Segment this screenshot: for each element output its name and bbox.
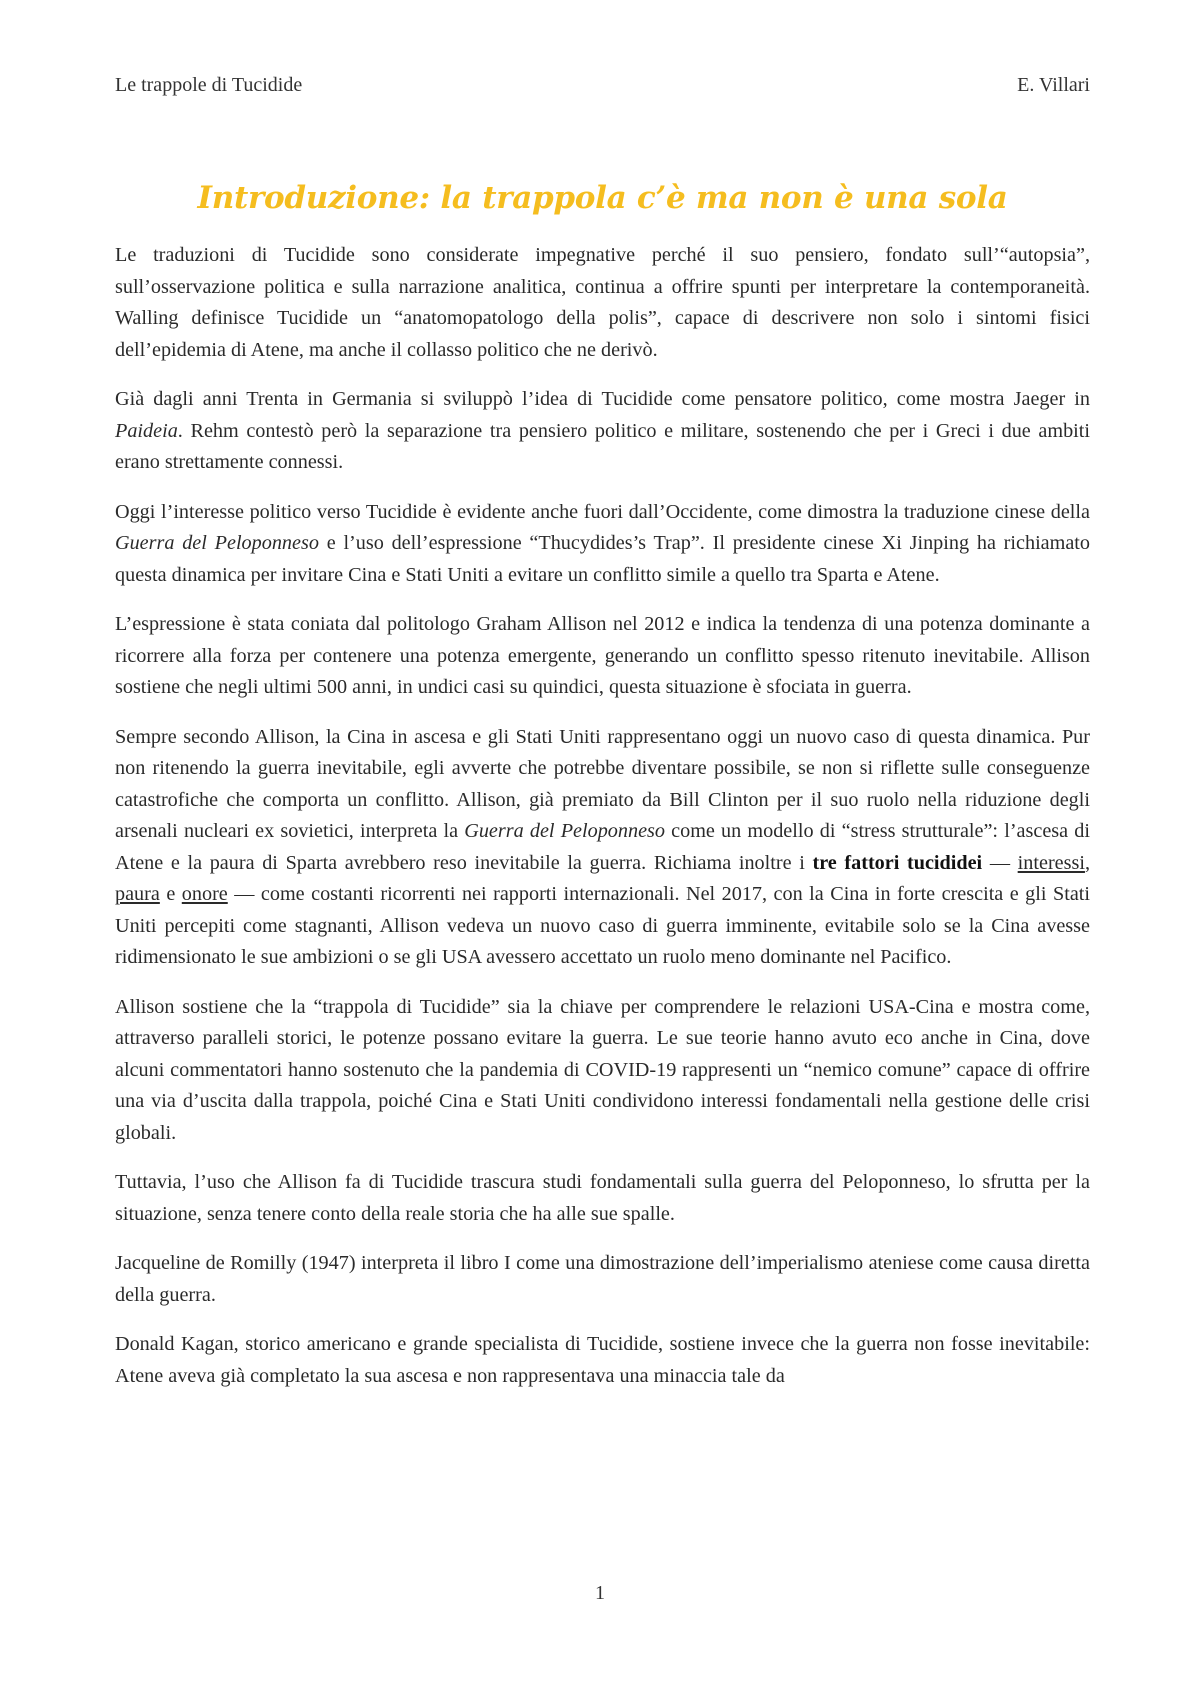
paragraph-3-text-a: Oggi l’interesse politico verso Tucidide è evidente anche fuori dall’Occidente, come dimostra la traduzione cinese della	[115, 500, 1090, 523]
paragraph-2-text-b: . Rehm contestò però la separazione tra pensiero politico e militare, sostenendo che per i Greci i due ambiti erano strettamente connessi.	[115, 419, 1090, 473]
paragraph-5-text-f: — come costanti ricorrenti nei rapporti internazionali. Nel 2017, con la Cina in forte crescita e gli Stati Uniti percepiti come stagnanti, Allison vedeva un nuovo caso di guerra imminente, evitabile solo se la Cina avesse ridimensionato le sue ambizioni o se gli USA avessero accettato un ruolo meno dominante nel Pacifico.	[115, 883, 1090, 968]
paragraph-5-italic-title: Guerra del Peloponneso	[464, 820, 665, 842]
paragraph-7: Tuttavia, l’uso che Allison fa di Tucidide trascura studi fondamentali sulla guerra del Peloponneso, lo sfrutta per la situazione, senza tenere conto della reale storia che ha alle sue spalle.	[115, 1171, 1090, 1225]
paragraph-2-italic-paideia: Paideia	[115, 419, 178, 442]
paragraph-5	[115, 722, 1090, 974]
paragraph-5-text-a: Sempre secondo Allison, la Cina in ascesa e gli Stati Uniti rappresentano oggi un nuovo caso di questa dinamica. Pur non ritenendo la guerra inevitabile, egli avverte che potrebbe diventare possibile, se non si riflette sulle conseguenze catastrofiche che comporta un conflitto. Allison, già premiato da Bill Clinton per il suo ruolo nella riduzione degli arsenali nucleari ex sovietici, interpreta la	[115, 725, 1090, 842]
paragraph-4: L’espressione è stata coniata dal politologo Graham Allison nel 2012 e indica la tendenza di una potenza dominante a ricorrere alla forza per contenere una potenza emergente, generando un conflitto spesso ritenuto inevitabile. Allison sostiene che negli ultimi 500 anni, in undici casi su quindici, questa situazione è sfociata in guerra.	[115, 613, 1090, 698]
paragraph-3-italic-title: Guerra del Peloponneso	[115, 532, 319, 554]
body-text	[115, 240, 1090, 1410]
header-author: E. Villari	[1017, 74, 1090, 96]
paragraph-5-text-b: come un modello di “stress strutturale”: l’ascesa di Atene e la paura di Sparta avrebbero reso inevitabile la guerra. Richiama inoltre i	[115, 820, 1090, 874]
paragraph-1: Le traduzioni di Tucidide sono considerate impegnative perché il suo pensiero, fondato sull’“autopsia”, sull’osservazione politica e sulla narrazione analitica, continua a offrire spunti per interpretare la contemporaneità. Walling definisce Tucidide un “anatomopatologo della polis”, capace di descrivere non solo i sintomi fisici dell’epidemia di Atene, ma anche il collasso politico che ne derivò.	[115, 244, 1090, 361]
paragraph-5-underline-onore: onore	[181, 883, 228, 905]
paragraph-2	[115, 384, 1090, 479]
running-header	[115, 74, 1090, 97]
header-title: Le trappole di Tucidide	[115, 74, 303, 96]
paragraph-3-text-b: e l’uso dell’espressione “Thucydides’s Trap”. Il presidente cinese Xi Jinping ha richiamato questa dinamica per invitare Cina e Stati Uniti a evitare un conflitto simile a quello tra Sparta e Atene.	[115, 532, 1090, 586]
paragraph-8: Jacqueline de Romilly (1947) interpreta il libro I come una dimostrazione dell’imperialismo ateniese come causa diretta della guerra.	[115, 1252, 1090, 1306]
paragraph-9: Donald Kagan, storico americano e grande specialista di Tucidide, sostiene invece che la guerra non fosse inevitabile: Atene aveva già completato la sua ascesa e non rappresentava una minaccia tale da	[115, 1333, 1090, 1387]
page-number: 1	[595, 1582, 605, 1604]
paragraph-3	[115, 497, 1090, 592]
paragraph-5-text-d: ,	[1084, 851, 1090, 874]
paragraph-5-underline-paura: paura	[115, 883, 160, 905]
paragraph-6: Allison sostiene che la “trappola di Tucidide” sia la chiave per comprendere le relazioni USA-Cina e mostra come, attraverso paralleli storici, le potenze possano evitare la guerra. Le sue teorie hanno avuto eco anche in Cina, dove alcuni commentatori hanno sostenuto che la pandemia di COVID-19 rappresenti un “nemico comune” capace di offrire una via d’uscita dalla trappola, poiché Cina e Stati Uniti condividono interessi fondamentali nella gestione delle crisi globali.	[115, 995, 1090, 1144]
paragraph-2-text-a: Già dagli anni Trenta in Germania si sviluppò l’idea di Tucidide come pensatore politico, come mostra Jaeger in	[115, 388, 1090, 410]
paragraph-5-text-c: —	[982, 851, 1018, 874]
section-title: Introduzione: la trappola c’è ma non è una sola	[197, 180, 1008, 216]
paragraph-5-bold-factors: tre fattori tucididei	[812, 851, 983, 874]
paragraph-5-text-e: e	[159, 883, 182, 905]
paragraph-5-underline-interessi: interessi	[1017, 851, 1085, 874]
